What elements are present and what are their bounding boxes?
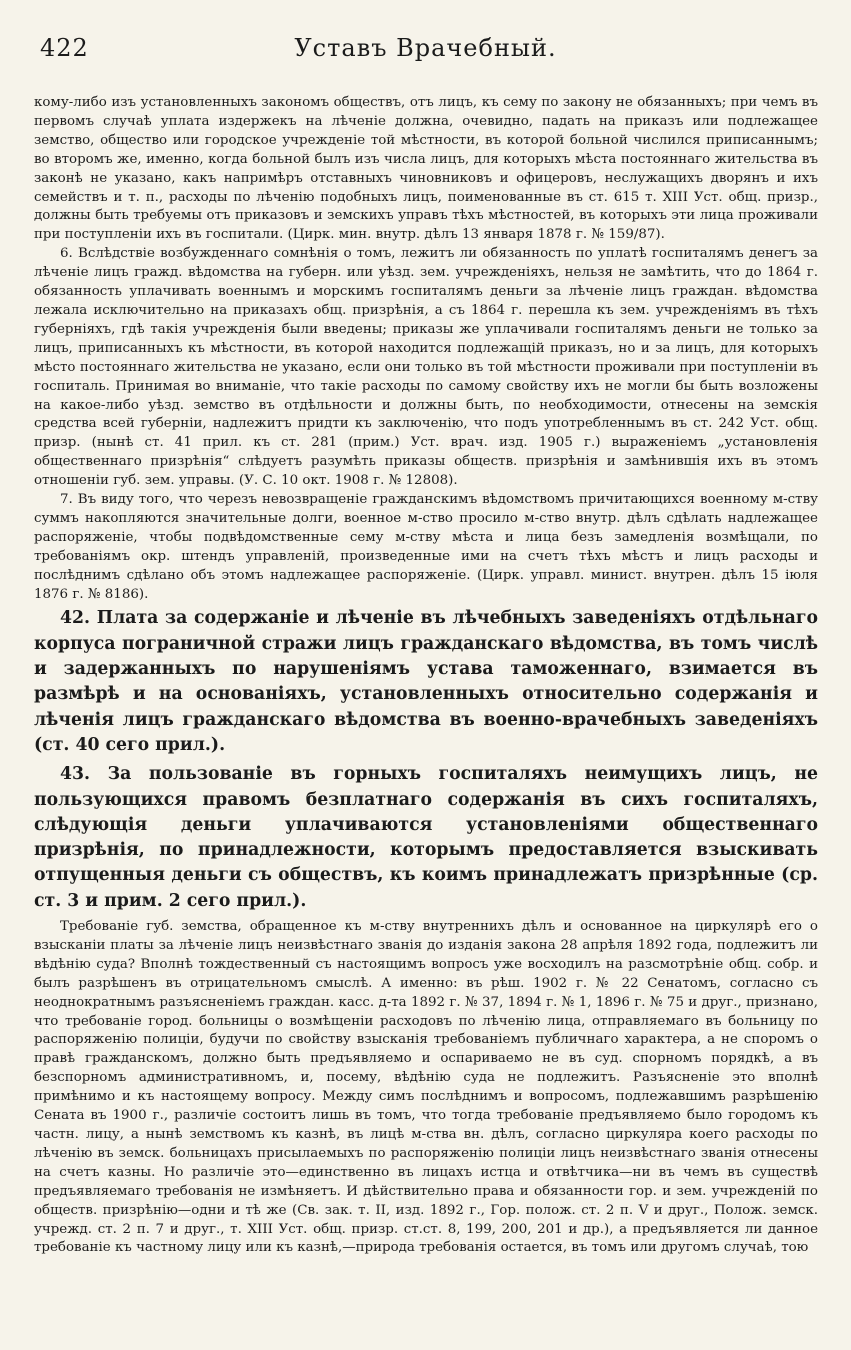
running-title: Уставъ Врачебный. [294,34,557,62]
paragraph-requirement: Требованіе губ. земства, обращенное къ м-ству внутреннихъ дѣлъ и основанное на циркулярѣ его о взысканіи платы за лѣченіе лицъ неизвѣстнаго званія до изданія закона 28 апрѣля 1892 года, подлежитъ ли вѣдѣнію суда? Вполнѣ тождественный съ настоящимъ вопросъ уже восходилъ на разсмотрѣніе общ. собр. и былъ разрѣшенъ въ отрицательномъ смыслѣ. А именно: въ рѣш. 1902 г. № 22 Сенатомъ, согласно съ неоднократнымъ разъясненіемъ граждан. касс. д-та 1892 г. № 37, 1894 г. № 1, 1896 г. № 75 и друг., признано, что требованіе город. больницы о возмѣщеніи расходовъ по лѣченію лица, отправляемаго въ больницу по распоряженію полиціи, будучи по свойству взысканія требованіемъ публичнаго характера, а не споромъ о правѣ гражданскомъ, должно быть предъявляемо и оспариваемо не въ суд. спорномъ порядкѣ, а въ безспорномъ административномъ, и, посему, вѣдѣнію суда не подлежитъ. Разъясненіе это вполнѣ примѣнимо и къ настоящему вопросу. Между симъ послѣднимъ и вопросомъ, подлежавшимъ разрѣшенію Сената въ 1900 г., различіе состоитъ лишь въ томъ, что тогда требованіе предъявляемо было городомъ къ частн. лицу, а нынѣ земствомъ къ казнѣ, въ лицѣ м-ства вн. дѣлъ, согласно циркуляра коего расходы по лѣченію въ земск. больницахъ присылаемыхъ по распоряженію полиціи лицъ неизвѣстнаго званія отнесены на счетъ казны. Но различіе это—единственно въ лицахъ истца и отвѣтчика—ни въ чемъ въ существѣ предъявляемаго требованія не измѣняетъ. И дѣйствительно права и обязанности гор. и зем. учрежденій по обществ. призрѣнію—одни и тѣ же (Св. зак. т. II, изд. 1892 г., Гор. полож. ст. 2 п. V и друг., Полож. земск. учрежд. ст. 2 п. 7 и друг., т. XIII Уст. общ. призр. ст.ст. 8, 199, 200, 201 и др.), а предъявляется ли данное требованіе къ частному лицу или къ казнѣ,—природа требованія остается, въ томъ или другомъ случаѣ, тою [34,919,818,1256]
article-43: 43. За пользованіе въ горныхъ госпиталяхъ неимущихъ лицъ, не пользующихся правомъ безплатнаго содержанія въ сихъ госпиталяхъ, слѣдующія деньги уплачиваются установленіями общественнаго призрѣнія, по принадлежности, которымъ предоставляется взыскивать отпущенныя деньги съ обществъ, къ коимъ принадлежатъ призрѣнные (ср. ст. 3 и прим. 2 сего прил.). [34,764,818,911]
page-header [40,34,811,74]
paragraph-note-7: 7. Въ виду того, что черезъ невозвращеніе гражданскимъ вѣдомствомъ причитающихся военному м-ству суммъ накопляются значительные долги, военное м-ство просило м-ство внутр. дѣлъ сдѣлать надлежащее распоряженіе, чтобы подвѣдомственные сему м-ству мѣста и лица безъ замедленія возмѣщали, по требованіямъ окр. штендъ управленій, произведенные ими на счетъ тѣхъ мѣстъ и лицъ расходы и послѣднимъ сдѣлано объ этомъ надлежащее распоряженіе. (Цирк. управл. минист. внутрен. дѣлъ 15 іюля 1876 г. № 8186). [34,492,818,602]
page-body [34,94,818,1258]
article-42: 42. Плата за содержаніе и лѣченіе въ лѣчебныхъ заведеніяхъ отдѣльнаго корпуса пограничной стражи лицъ гражданскаго вѣдомства, въ томъ числѣ и задержанныхъ по нарушеніямъ устава таможеннаго, взимается въ размѣрѣ и на основаніяхъ, установленныхъ относительно содержанія и лѣченія лицъ гражданскаго вѣдомства въ военно-врачебныхъ заведеніяхъ (ст. 40 сего прил.). [34,608,818,755]
paragraph-continuation: кому-либо изъ установленныхъ закономъ обществъ, отъ лицъ, къ сему по закону не обязанныхъ; при чемъ въ первомъ случаѣ уплата издержекъ на лѣченіе должна, очевидно, падать на приказъ или подлежащее земство, общество или городское учрежденіе той мѣстности, въ которой больной числился приписаннымъ; во второмъ же, именно, когда больной былъ изъ числа лицъ, для которыхъ мѣста постояннаго жительства въ законѣ не указано, какъ напримѣръ отставныхъ чиновниковъ и офицеровъ, неслужащихъ дворянъ и ихъ семействъ и т. п., расходы по лѣченію подобныхъ лицъ, поименованные въ ст. 615 т. XIII Уст. общ. призр., должны быть требуемы отъ приказовъ и земскихъ управъ тѣхъ мѣстностей, въ которыхъ эти лица проживали при поступленіи ихъ въ госпитали. (Цирк. мин. внутр. дѣлъ 13 января 1878 г. № 159/87). [34,95,818,243]
paragraph-note-6: 6. Вслѣдствіе возбужденнаго сомнѣнія о томъ, лежитъ ли обязанность по уплатѣ госпиталямъ денегъ за лѣченіе лицъ гражд. вѣдомства на губерн. или уѣзд. зем. учрежденіяхъ, нельзя не замѣтить, что до 1864 г. обязанность уплачивать военнымъ и морскимъ госпиталямъ деньги за лѣченіе лицъ граждан. вѣдомства лежала исключительно на приказахъ общ. призрѣнія, а съ 1864 г. перешла къ зем. учрежденіямъ въ тѣхъ губерніяхъ, гдѣ такія учрежденія были введены; приказы же уплачивали госпиталямъ деньги не только за лицъ, приписанныхъ къ мѣстности, въ которой находится подлежащій приказъ, но и за лицъ, для которыхъ мѣсто постояннаго жительства не указано, если они только въ той мѣстности проживали при поступленіи въ госпиталь. Принимая во вниманіе, что такіе расходы по самому свойству ихъ не могли бы быть возложены на какое-либо уѣзд. земство въ отдѣльности и должны быть, по необходимости, отнесены на земскія средства всей губерніи, надлежитъ придти къ заключенію, что подъ употребленнымъ въ ст. 242 Уст. общ. призр. (нынѣ ст. 41 прил. къ ст. 281 (прим.) Уст. врач. изд. 1905 г.) выраженіемъ „установленія общественнаго призрѣнія“ слѣдуетъ разумѣть приказы обществ. призрѣнія и замѣнившія ихъ въ этомъ отношеніи губ. зем. управы. (У. С. 10 окт. 1908 г. № 12808). [34,246,818,489]
page-number: 422 [40,34,89,62]
